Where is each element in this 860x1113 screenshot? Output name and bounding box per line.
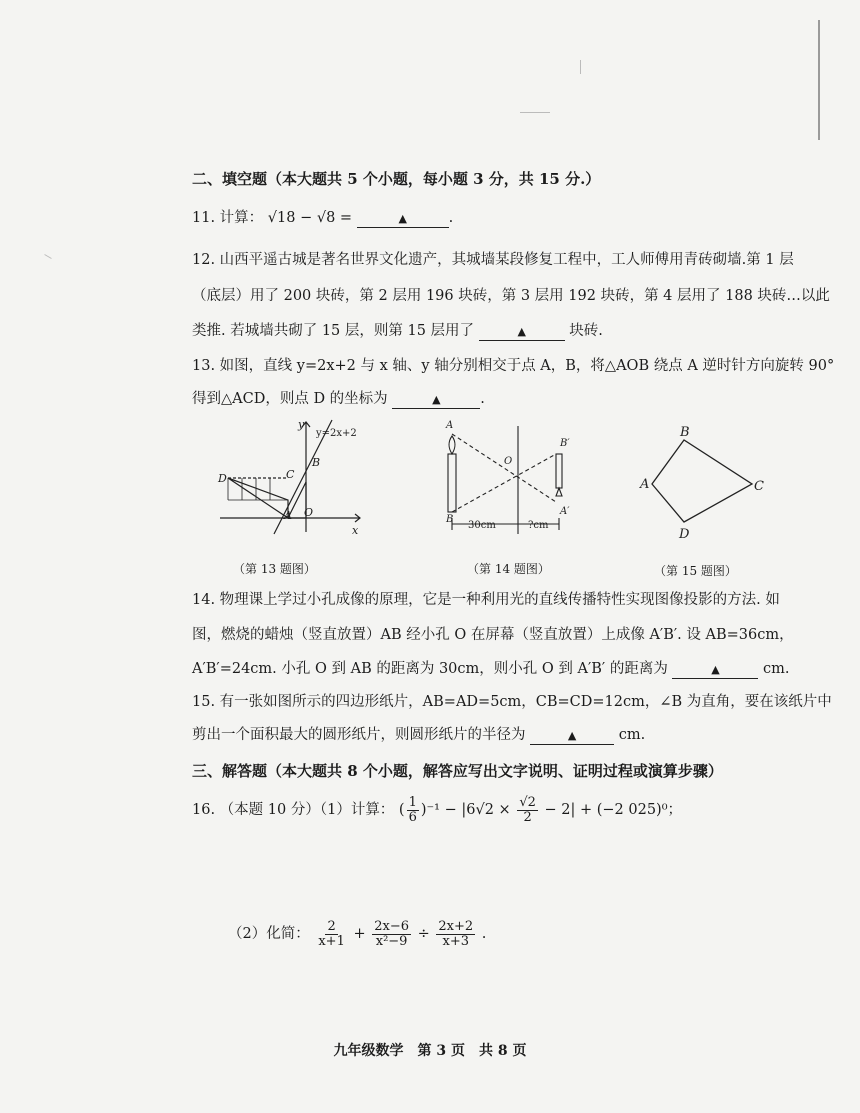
label-y: y [298, 418, 305, 431]
label-distance-30cm: 30cm [468, 520, 496, 531]
label-A: A [284, 509, 292, 522]
fraction [517, 796, 538, 824]
answer-blank[interactable] [392, 391, 480, 409]
question-text: . [448, 210, 454, 226]
page-footer: 九年级数学 第 3 页 共 8 页 [333, 1043, 527, 1059]
label-B: B [312, 456, 321, 469]
scan-edge [818, 20, 820, 140]
question-14-line-2: 图，燃烧的蜡烛（竖直放置）AB 经小孔 O 在屏幕（竖直放置）上成像 A′B′. 设 AB=36cm， [192, 627, 794, 643]
label-B: B [446, 514, 454, 525]
math-expression: )⁻¹ − |6√2 × [420, 802, 511, 819]
section-title: 三、解答题（本大题共 8 个小题，解答应写出文字说明、证明过程或演算步骤） [192, 762, 723, 780]
question-text: 计算： [219, 210, 264, 226]
question-number: 11. [192, 210, 216, 226]
label-C: C [754, 479, 764, 494]
fraction-numerator: 2x−6 [374, 919, 409, 934]
fraction-denominator: 2 [523, 809, 532, 825]
blank-marker-icon: ▲ [567, 729, 577, 742]
label-O: O [304, 506, 314, 519]
image-flame-icon [556, 488, 562, 496]
question-text: cm. [763, 661, 790, 677]
fraction [316, 920, 347, 948]
answer-blank[interactable] [672, 661, 758, 679]
figure-13 [212, 416, 372, 536]
quadrilateral-ABCD [652, 440, 752, 522]
math-operator: + [353, 926, 366, 943]
label-D: D [679, 527, 690, 542]
question-12-line-1: 12. 山西平遥古城是著名世界文化遗产，其城墙某段修复工程中，工人师傅用青砖砌墙.第 1 层 [192, 252, 794, 268]
label-B-prime: B′ [560, 438, 570, 449]
fraction-denominator: x+3 [442, 933, 470, 949]
blank-marker-icon: ▲ [711, 663, 720, 676]
label-B: B [680, 425, 690, 440]
image-candle [556, 454, 562, 488]
question-12-line-2: （底层）用了 200 块砖，第 2 层用 196 块砖，第 3 层用 192 块砖，第 4 层用了 188 块砖…以此 [192, 288, 830, 304]
fraction [407, 796, 419, 824]
fraction-numerator: 2 [327, 919, 336, 934]
question-15-line-2 [192, 727, 645, 745]
scan-noise [580, 60, 581, 74]
question-13-line-2 [192, 391, 485, 409]
question-text: cm. [618, 727, 646, 743]
fraction-numerator: 2x+2 [438, 919, 474, 934]
question-text: 得到△ACD，则点 D 的坐标为 [192, 391, 388, 407]
question-12-line-3 [192, 323, 603, 341]
question-15-line-1: 15. 有一张如图所示的四边形纸片，AB=AD=5cm，CB=CD=12cm，∠B 为直角，要在该纸片中 [192, 694, 832, 710]
question-13-line-1: 13. 如图，直线 y=2x+2 与 x 轴、y 轴分别相交于点 A，B，将△AOB 绕点 A 逆时针方向旋转 90° [192, 358, 835, 374]
label-x: x [352, 524, 359, 536]
label-line-equation: y=2x+2 [316, 428, 357, 439]
fraction-denominator: x²−9 [375, 933, 408, 949]
question-text: 16. （本题 10 分）（1）计算： [192, 802, 395, 819]
fraction-numerator: 1 [408, 795, 417, 810]
question-text: . [480, 391, 485, 407]
light-ray [452, 434, 556, 502]
question-text: 剪出一个面积最大的圆形纸片，则圆形纸片的半径为 [192, 727, 526, 743]
math-expression: √18 − √8 = [267, 210, 353, 226]
answer-blank[interactable] [530, 727, 614, 745]
figure-15 [636, 420, 776, 550]
label-D: D [218, 472, 227, 485]
blank-marker-icon: ▲ [398, 212, 407, 225]
blank-marker-icon: ▲ [432, 393, 441, 406]
math-symbol: ( [398, 802, 405, 819]
answer-blank[interactable] [357, 210, 449, 228]
fraction [372, 920, 411, 948]
flame-icon [449, 436, 455, 454]
question-text: 块砖. [569, 323, 603, 339]
figure-15-caption: （第 15 题图） [654, 564, 737, 578]
scan-noise [520, 112, 550, 113]
question-11 [192, 210, 453, 228]
label-A-prime: A′ [560, 506, 570, 517]
question-text: 类推. 若城墙共砌了 15 层，则第 15 层用了 [192, 323, 475, 339]
figure-13-caption: （第 13 题图） [233, 562, 316, 576]
fraction-denominator: x+1 [318, 933, 345, 949]
question-14-line-3 [192, 661, 790, 679]
math-operator: ÷ [417, 926, 430, 943]
question-text: A′B′=24cm. 小孔 O 到 AB 的距离为 30cm，则小孔 O 到 A′B′ 的距离为 [192, 661, 668, 677]
label-A: A [446, 420, 454, 431]
question-text: （2）化简： [228, 926, 310, 943]
label-distance-unknown: ?cm [528, 520, 549, 531]
math-expression: − 2| + (−2 025)⁰； [544, 802, 683, 819]
figure-14 [436, 416, 586, 546]
question-16-part-1 [192, 796, 682, 824]
question-14-line-1: 14. 物理课上学过小孔成像的原理，它是一种利用光的直线传播特性实现图像投影的方法. 如 [192, 592, 780, 608]
fraction-numerator: √2 [519, 795, 536, 810]
label-A: A [640, 477, 650, 492]
answer-blank[interactable] [479, 323, 565, 341]
question-16-part-2 [228, 920, 486, 948]
scan-noise [44, 254, 51, 259]
section-title: 二、填空题（本大题共 5 个小题，每小题 3 分，共 15 分.） [192, 170, 601, 188]
label-C: C [286, 468, 295, 481]
triangle-ACD [228, 478, 288, 518]
candle [448, 454, 456, 512]
blank-marker-icon: ▲ [517, 325, 526, 338]
math-symbol: . [481, 926, 487, 943]
fraction-denominator: 6 [408, 809, 417, 825]
figure-14-caption: （第 14 题图） [467, 562, 550, 576]
label-O: O [504, 456, 513, 467]
fraction [436, 920, 475, 948]
